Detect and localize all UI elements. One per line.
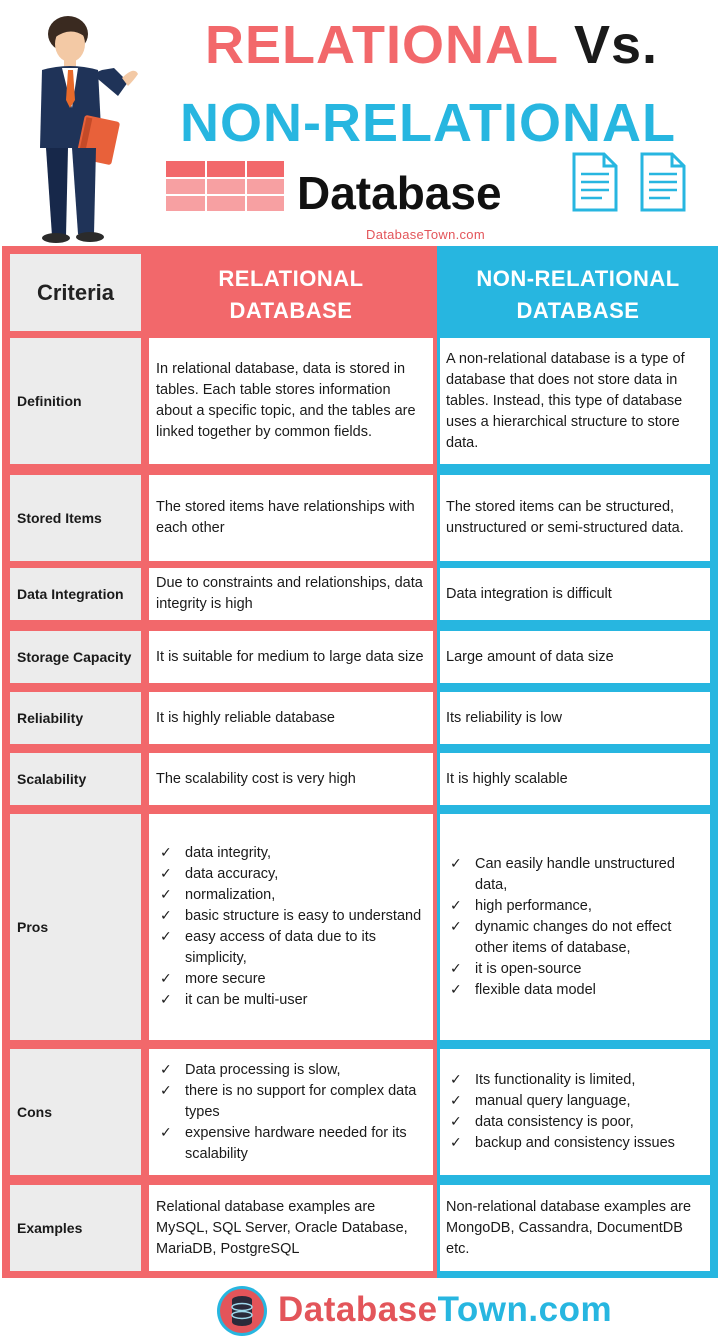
nonrelational-cell: A non-relational database is a type of database that does not store data in tables. Instead, this type of database uses a hierarchical structure to store data. [440, 338, 710, 464]
list-item: ✓ more secure [156, 969, 425, 990]
criteria-cell: Data Integration [10, 568, 141, 620]
table-icon [166, 161, 284, 213]
title-vs: Vs. [574, 15, 659, 75]
site-watermark: DatabaseTown.com [366, 227, 485, 242]
footer-brand: DatabaseTown.com [278, 1290, 613, 1329]
nonrelational-cell [440, 1049, 710, 1175]
list-item: ✓ Data processing is slow, [156, 1060, 425, 1081]
nonrelational-cell: Its reliability is low [440, 692, 710, 744]
nonrelational-cell: Large amount of data size [440, 631, 710, 683]
criteria-cell: Stored Items [10, 475, 141, 561]
businessman-illustration [10, 8, 150, 243]
list-item: ✓ basic structure is easy to understand [156, 906, 425, 927]
relational-cell: Relational database examples are MySQL, SQL Server, Oracle Database, MariaDB, PostgreSQL [149, 1185, 433, 1271]
criteria-cell: Reliability [10, 692, 141, 744]
list-item: ✓ normalization, [156, 885, 425, 906]
cons-list [446, 1070, 675, 1154]
database-logo-icon [217, 1286, 267, 1336]
list-item: ✓ expensive hardware needed for its scalability [156, 1123, 425, 1165]
relational-cell: Due to constraints and relationships, data integrity is high [149, 568, 433, 620]
criteria-cell: Cons [10, 1049, 141, 1175]
list-item: ✓ there is no support for complex data types [156, 1081, 425, 1123]
relational-header: RELATIONAL DATABASE [218, 266, 364, 323]
list-item: ✓ data consistency is poor, [446, 1112, 675, 1133]
list-item: ✓ Can easily handle unstructured data, [446, 854, 704, 896]
relational-cell: The scalability cost is very high [149, 753, 433, 805]
list-item: ✓ data integrity, [156, 843, 425, 864]
list-item: ✓ backup and consistency issues [446, 1133, 675, 1154]
list-item: ✓ Its functionality is limited, [446, 1070, 675, 1091]
comparison-table [2, 246, 718, 1278]
nonrelational-cell: Non-relational database examples are MongoDB, Cassandra, DocumentDB etc. [440, 1185, 710, 1271]
criteria-cell: Definition [10, 338, 141, 464]
list-item: ✓ manual query language, [446, 1091, 675, 1112]
nonrelational-cell: It is highly scalable [440, 753, 710, 805]
list-item: ✓ it can be multi-user [156, 990, 425, 1011]
title-non-relational: NON-RELATIONAL [180, 93, 676, 153]
relational-cell: It is highly reliable database [149, 692, 433, 744]
relational-cell: It is suitable for medium to large data size [149, 631, 433, 683]
nonrelational-cell [440, 814, 710, 1040]
title-database: Database [297, 167, 502, 219]
header [0, 0, 720, 246]
list-item: ✓ dynamic changes do not effect other items of database, [446, 917, 704, 959]
document-icon [640, 152, 686, 212]
list-item: ✓ data accuracy, [156, 864, 425, 885]
relational-cell [149, 1049, 433, 1175]
document-icon [572, 152, 618, 212]
title-relational: RELATIONAL Vs. [205, 15, 659, 75]
criteria-header: Criteria [10, 254, 141, 331]
relational-cell: In relational database, data is stored in tables. Each table stores information about a specific topic, and the tables are linked together by common fields. [149, 338, 433, 464]
list-item: ✓ it is open-source [446, 959, 704, 980]
relational-cell: The stored items have relationships with each other [149, 475, 433, 561]
pros-list [446, 854, 704, 1001]
list-item: ✓ flexible data model [446, 980, 704, 1001]
footer [0, 1278, 720, 1343]
nonrelational-header: NON-RELATIONAL DATABASE [476, 266, 680, 323]
nonrelational-cell: Data integration is difficult [440, 568, 710, 620]
pros-list [156, 843, 425, 1011]
criteria-cell: Scalability [10, 753, 141, 805]
list-item: ✓ high performance, [446, 896, 704, 917]
criteria-cell: Pros [10, 814, 141, 1040]
nonrelational-cell: The stored items can be structured, unstructured or semi-structured data. [440, 475, 710, 561]
cons-list [156, 1060, 425, 1165]
list-item: ✓ easy access of data due to its simplicity, [156, 927, 425, 969]
criteria-cell: Examples [10, 1185, 141, 1271]
criteria-cell: Storage Capacity [10, 631, 141, 683]
relational-cell [149, 814, 433, 1040]
